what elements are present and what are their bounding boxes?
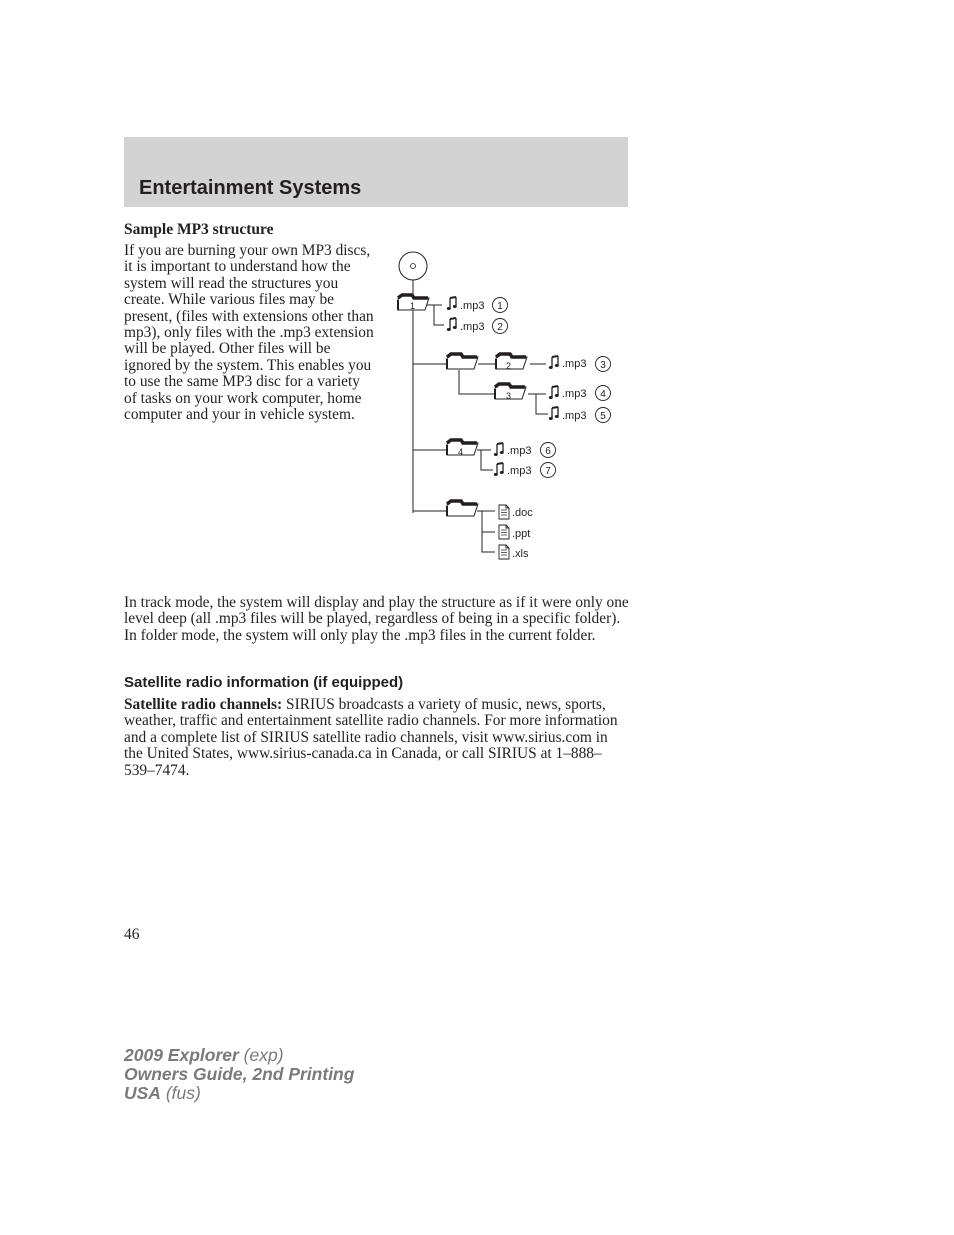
disc-icon (399, 252, 427, 280)
svg-text:3: 3 (600, 360, 606, 371)
footer-line-3: USA (fus) (124, 1083, 201, 1103)
mp3-file (549, 386, 611, 401)
svg-text:.xls: .xls (512, 548, 529, 560)
svg-text:1: 1 (410, 301, 416, 311)
svg-text:.ppt: .ppt (512, 528, 531, 540)
svg-text:.mp3: .mp3 (562, 358, 587, 370)
svg-text:5: 5 (600, 411, 606, 422)
svg-text:1: 1 (497, 301, 503, 312)
folder-icon (398, 295, 429, 311)
footer-line-2: Owners Guide, 2nd Printing (124, 1064, 355, 1084)
svg-text:.mp3: .mp3 (507, 445, 532, 457)
footer (124, 1046, 354, 1103)
intro-paragraph: If you are burning your own MP3 discs, it is important to understand how the system will read the structures you create. While various files may be present, (files with extensions other than mp3), only files with the .mp3 extension will be played. Other files will be ignored by the system. This enables you to use the same MP3 disc for a variety of tasks on your work computer, home computer and your in vehicle system. (124, 242, 374, 424)
satellite-paragraph (124, 697, 630, 779)
folder-icon (495, 384, 526, 401)
section-title: Entertainment Systems (139, 177, 362, 199)
svg-text:.mp3: .mp3 (562, 410, 587, 422)
folder-icon (447, 501, 478, 516)
svg-text:.doc: .doc (512, 507, 533, 519)
page-number: 46 (124, 926, 140, 943)
svg-text:2: 2 (506, 361, 512, 371)
svg-text:4: 4 (458, 447, 464, 457)
svg-text:7: 7 (545, 466, 551, 477)
mp3-structure-diagram (394, 248, 624, 568)
mp3-file (549, 407, 611, 423)
svg-text:3: 3 (506, 391, 512, 401)
satellite-heading: Satellite radio information (if equipped) (124, 674, 404, 691)
svg-text:2: 2 (497, 322, 503, 333)
doc-file (499, 505, 533, 519)
folder-icon (447, 440, 478, 457)
mp3-file (549, 356, 611, 372)
svg-text:4: 4 (600, 389, 606, 400)
mp3-file (494, 443, 556, 458)
ppt-file (499, 525, 530, 540)
svg-text:.mp3: .mp3 (460, 300, 485, 312)
satellite-lead: Satellite radio channels: (124, 696, 283, 713)
mp3-file (447, 297, 508, 313)
sub-heading: Sample MP3 structure (124, 221, 274, 238)
svg-text:.mp3: .mp3 (562, 388, 587, 400)
folder-icon (447, 354, 478, 371)
folder-icon (496, 354, 527, 371)
xls-file (499, 545, 529, 560)
mp3-file (494, 463, 556, 478)
svg-text:.mp3: .mp3 (507, 465, 532, 477)
svg-text:6: 6 (545, 446, 551, 457)
mp3-file (447, 318, 508, 334)
svg-text:.mp3: .mp3 (460, 321, 485, 333)
satellite-body: SIRIUS broadcasts a variety of music, news, sports, weather, traffic and entertainment satellite radio channels. For more information and a complete list of SIRIUS satellite radio channels, visit www.sirius.com in the United States, www.sirius-canada.ca in Canada, or call SIRIUS at 1–888–539–7474. (124, 696, 618, 779)
footer-line-1: 2009 Explorer (exp) (124, 1045, 284, 1065)
section-header-band (124, 137, 628, 207)
track-mode-paragraph: In track mode, the system will display and play the structure as if it were only one level deep (all .mp3 files will be played, regardless of being in a specific folder). In folder mode, the system will only play the .mp3 files in the current folder. (124, 594, 629, 644)
